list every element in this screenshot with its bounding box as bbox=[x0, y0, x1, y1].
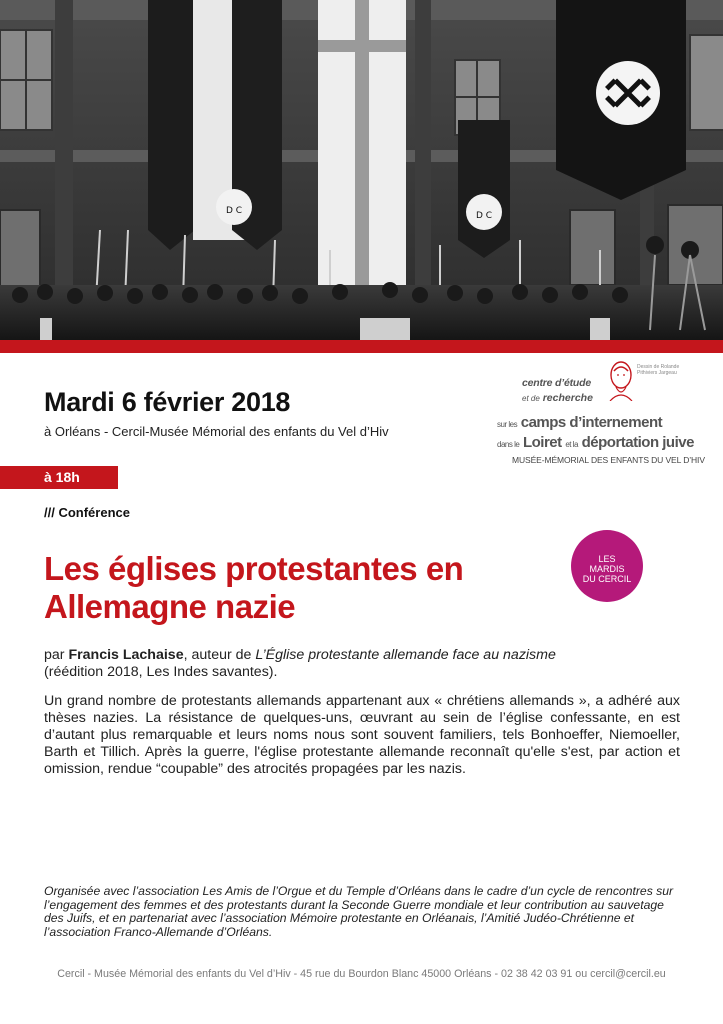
speaker-middle: , auteur de bbox=[183, 647, 256, 663]
event-category: /// Conférence bbox=[44, 505, 130, 520]
logo-line-3-prefix: sur les bbox=[497, 420, 518, 429]
title-line-1: Les églises protestantes en bbox=[44, 550, 464, 587]
badge-line-2: MARDIS bbox=[589, 564, 625, 574]
book-edition: (réédition 2018, Les Indes savantes). bbox=[44, 664, 278, 680]
book-title: L’Église protestante allemande face au nazisme bbox=[255, 647, 556, 663]
footer-contact: Cercil - Musée Mémorial des enfants du Vel d’Hiv - 45 rue du Bourdon Blanc 45000 Orléans - 02 38 42 03 91 ou cercil@cercil.eu bbox=[57, 968, 666, 980]
photo-illustration bbox=[0, 0, 723, 340]
logo-line-3 bbox=[497, 414, 662, 431]
speaker-prefix: par bbox=[44, 647, 69, 663]
badge-line-1: LES bbox=[598, 554, 616, 564]
logo-line-2 bbox=[522, 392, 593, 404]
conference-description: Un grand nombre de protestants allemands appartenant aux « chrétiens allemands », a adhéré aux thèses nazies. La résistance de quelques-uns, œuvrant au sein de l’église confessante, en est d’autant plus remarquable et leurs noms nous sont souvent familiers, tels Bonhoeffer, Niemoeller, Barth et Tillich. Après la guerre, l'église protestante allemande reconnaît qu'elle s'est, par action et omission, rendue “coupable” des atrocités propagées par les nazis. bbox=[44, 693, 680, 777]
logo-line-3-main: camps d’internement bbox=[520, 414, 663, 431]
event-date: Mardi 6 février 2018 bbox=[44, 387, 291, 417]
logo-line-2-prefix: et de bbox=[522, 394, 540, 403]
speaker-name: Francis Lachaise bbox=[68, 647, 184, 663]
event-place: à Orléans - Cercil-Musée Mémorial des enfants du Vel d’Hiv bbox=[44, 424, 389, 439]
logo-line-2-main: recherche bbox=[542, 392, 593, 404]
conference-title bbox=[44, 550, 564, 626]
badge-line-3: DU CERCIL bbox=[582, 574, 632, 584]
logo-line-4-prefix: dans le bbox=[497, 440, 520, 449]
logo-line-4-main: déportation juive bbox=[581, 434, 694, 451]
portrait-sketch-icon bbox=[606, 357, 636, 401]
logo-line-1: centre d’étude bbox=[522, 377, 591, 389]
banner-emblem-text-right: D C bbox=[475, 211, 493, 221]
organizers-note: Organisée avec l’association Les Amis de l’Orgue et du Temple d’Orléans dans le cadre d’un cycle de rencontres sur l’engagement des femmes et des protestants durant la Seconde Guerre mondiale et leur contribution au sauvetage des Juifs, et en partenariat avec l’association Mémoire protestante en Orléanais, l’Amitié Judéo-Chrétienne et l’association Franco-Allemande d’Orléans. bbox=[44, 884, 674, 940]
logo-line-4 bbox=[497, 434, 694, 451]
logo-line-4-mid: Loiret bbox=[522, 434, 562, 451]
time-badge bbox=[0, 466, 118, 489]
speaker-info bbox=[44, 647, 680, 681]
cercil-logo bbox=[497, 352, 709, 480]
logo-line-5: MUSÉE-MÉMORIAL DES ENFANTS DU VEL D’HIV bbox=[512, 455, 705, 465]
header-photo bbox=[0, 0, 723, 340]
mardis-du-cercil-badge bbox=[571, 530, 643, 602]
title-line-2: Allemagne nazie bbox=[44, 588, 296, 625]
logo-line-4-connector: et la bbox=[565, 440, 578, 449]
event-time: à 18h bbox=[44, 469, 80, 485]
banner-emblem-text-left: D C bbox=[225, 206, 243, 216]
portrait-caption: Dessin de Rolande Pithiviers Jargeau bbox=[637, 364, 680, 376]
